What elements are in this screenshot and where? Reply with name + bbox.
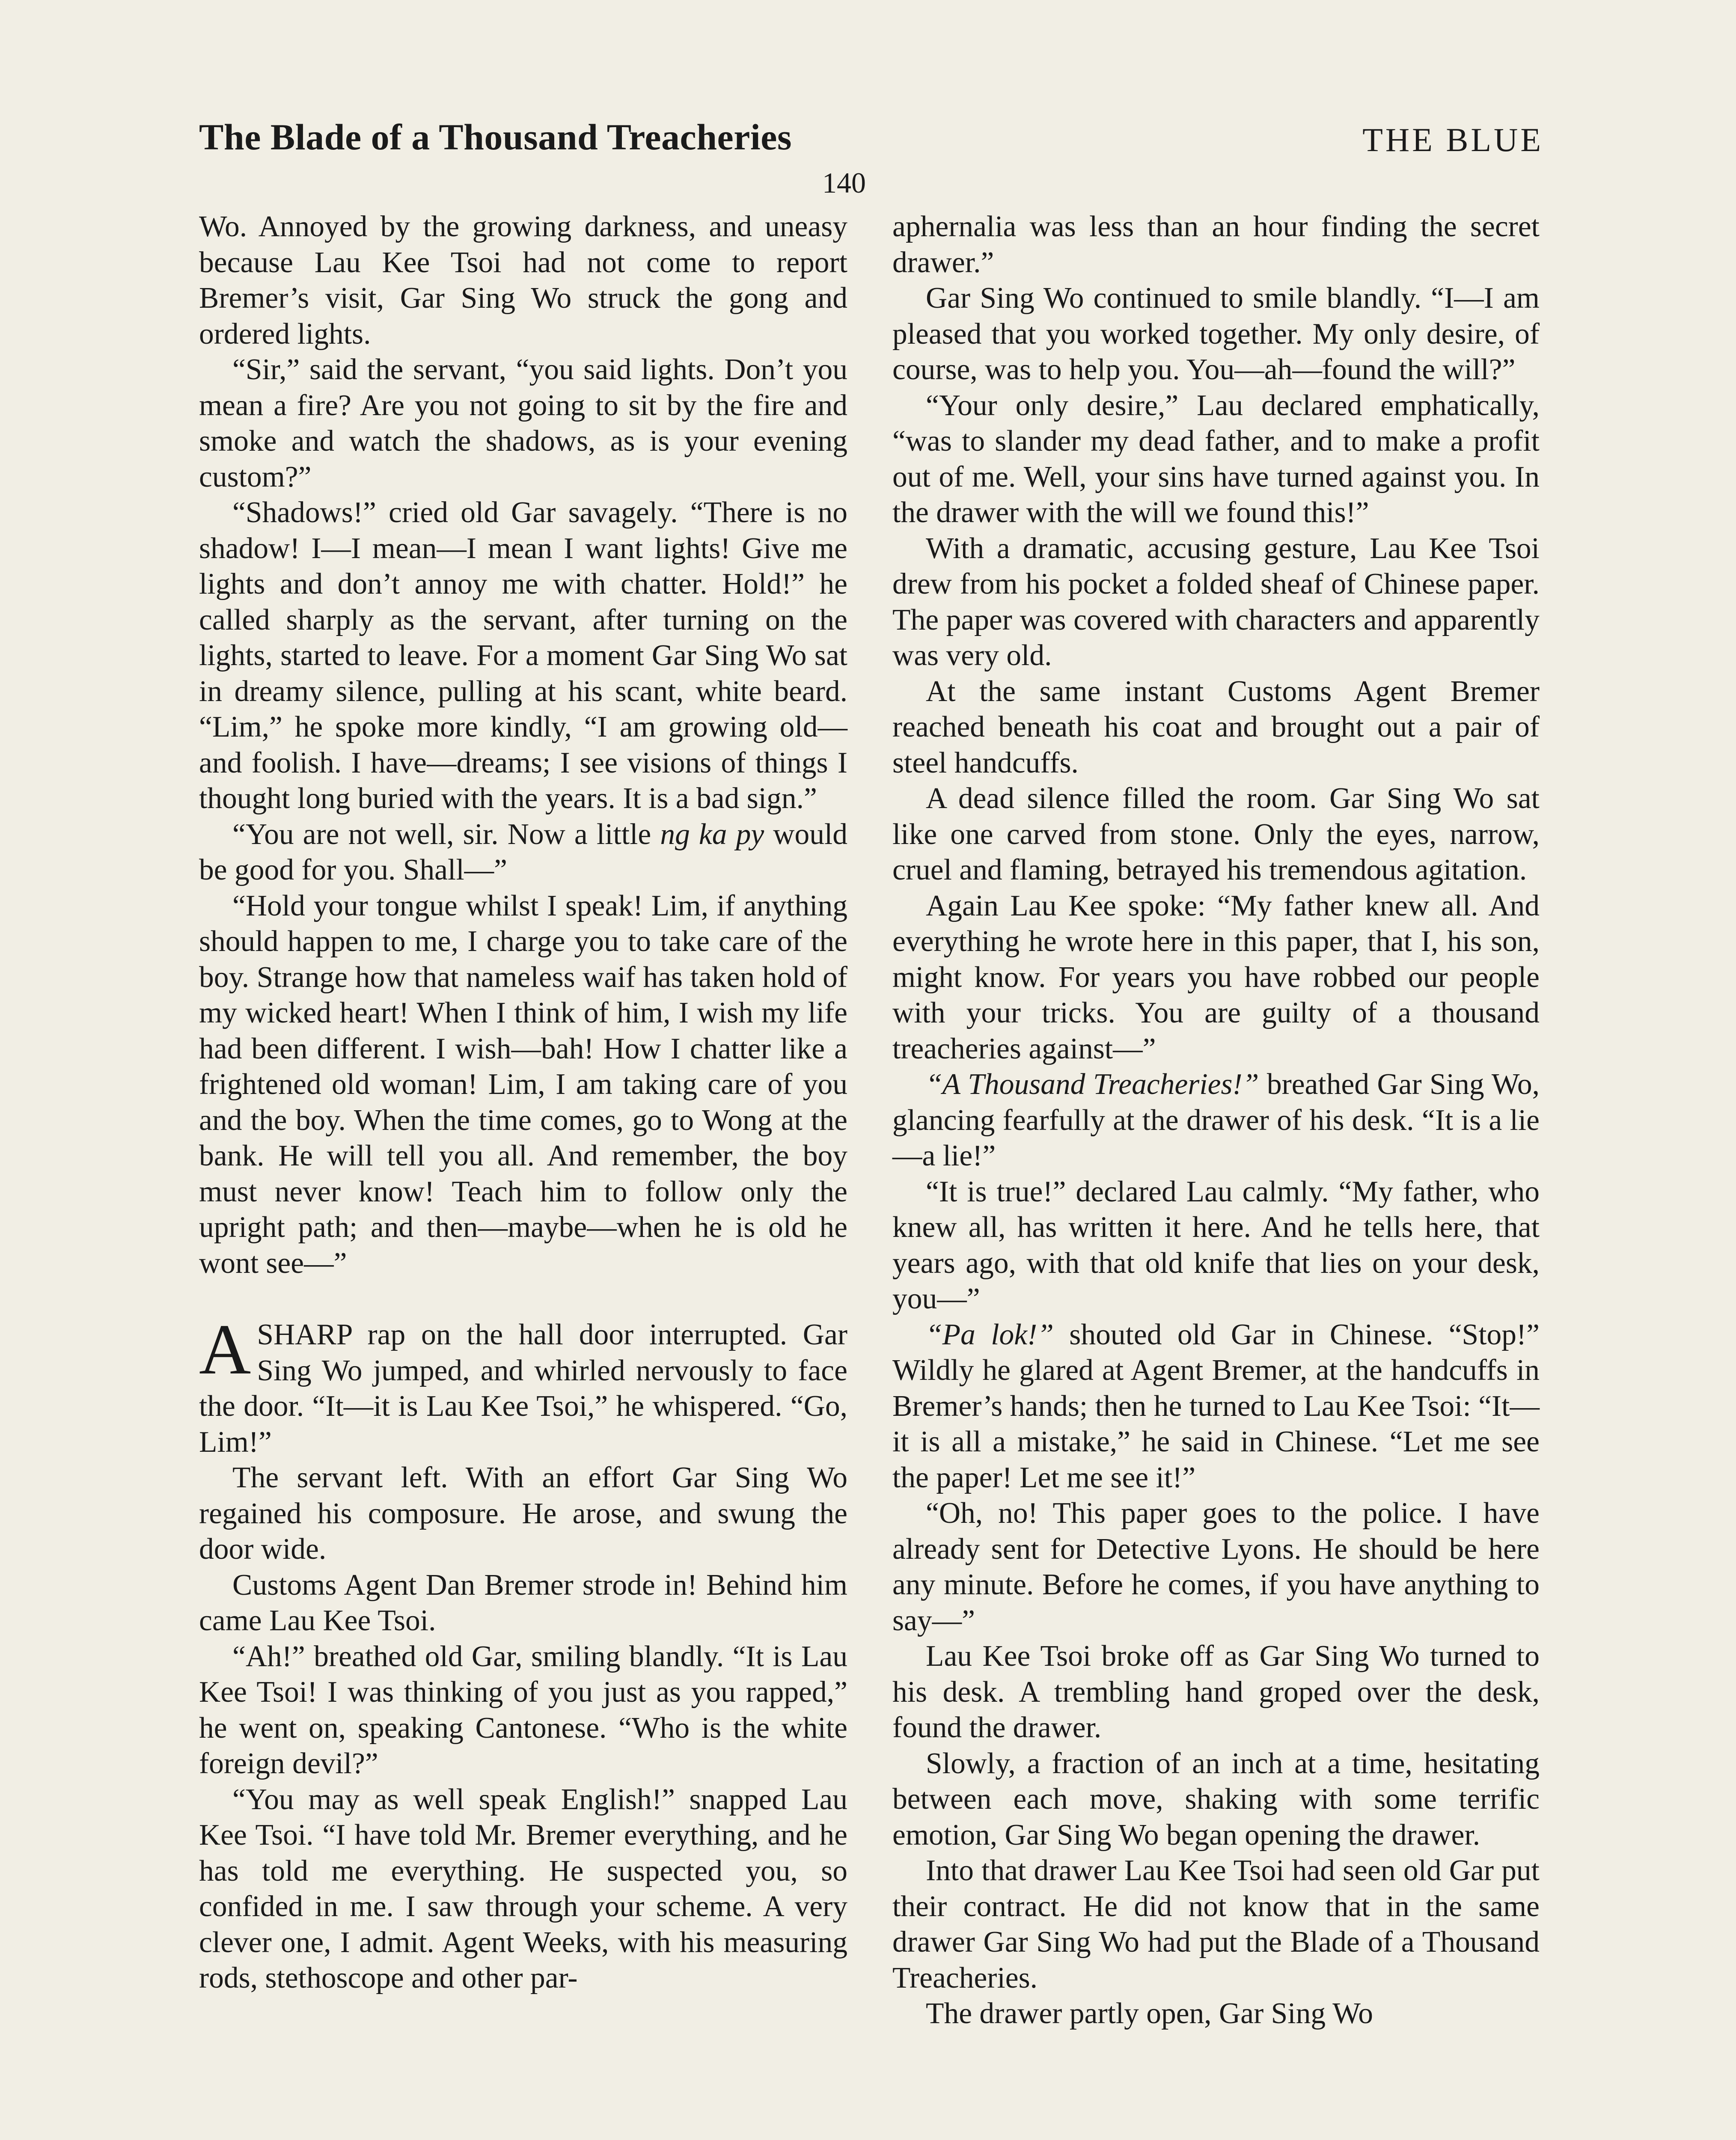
paragraph: “A Thousand Treacheries!” breathed Gar Sing Wo, glancing fearfully at the drawer of his desk. “It is a lie—a lie!” [892,1068,1540,1172]
paragraph: “Sir,” said the servant, “you said lights. Don’t you mean a fire? Are you not going to sit by the fire and smoke and watch the shadows, as is your evening custom?” [199,353,847,493]
paragraph: Again Lau Kee spoke: “My father knew all. And everything he wrote here in this paper, that I, his son, might know. For years you have robbed our people with your tricks. You are guilty of a thousand treacheries against—” [892,889,1540,1065]
story-title: The Blade of a Thousand Treacheries [199,116,792,158]
paragraph: Wo. Annoyed by the growing darkness, and uneasy because Lau Kee Tsoi had not come to report Bremer’s visit, Gar Sing Wo struck the gong and ordered lights. [199,210,847,351]
paragraph: “You are not well, sir. Now a little ng ka py would be good for you. Shall—” [199,817,847,886]
paragraph: “Oh, no! This paper goes to the police. I have already sent for Detective Lyons. He should be here any minute. Before he comes, if you have anything to say—” [892,1497,1540,1637]
magazine-name: THE BLUE [1362,121,1543,158]
paragraph: aphernalia was less than an hour finding the secret drawer.” [892,210,1540,279]
page-number: 140 [822,166,866,199]
paragraph: “It is true!” declared Lau calmly. “My father, who knew all, has written it here. And he tells here, that years ago, with that old knife that lies on your desk, you—” [892,1175,1540,1315]
paragraph: ASHARP rap on the hall door interrupted. Gar Sing Wo jumped, and whirled nervously to face the door. “It—it is Lau Kee Tsoi,” he whispered. “Go, Lim!” [199,1310,847,1459]
paragraph: “Hold your tongue whilst I speak! Lim, if anything should happen to me, I charge you to take care of the boy. Strange how that nameless waif has taken hold of my wicked heart! When I think of him, I wish my life had been different. I wish—bah! How I chatter like a frightened old woman! Lim, I am taking care of you and the boy. When the time comes, go to Wong at the bank. He will tell you all. And remember, the boy must never know! Teach him to follow only the upright path; and then—maybe—when he is old he wont see—” [199,889,847,1280]
paragraph: “Shadows!” cried old Gar savagely. “There is no shadow! I—I mean—I mean I want lights! Give me lights and don’t annoy me with chatter. Hold!” he called sharply as the servant, after turning on the lights, started to leave. For a moment Gar Sing Wo sat in dreamy silence, pulling at his scant, white beard. “Lim,” he spoke more kindly, “I am growing old—and foolish. I have—dreams; I see visions of things I thought long buried with the years. It is a bad sign.” [199,496,847,815]
paragraph: Into that drawer Lau Kee Tsoi had seen old Gar put their contract. He did not know that in the same drawer Gar Sing Wo had put the Blade of a Thousand Treacheries. [892,1854,1540,1994]
paragraph: With a dramatic, accusing gesture, Lau Kee Tsoi drew from his pocket a folded sheaf of Chinese paper. The paper was covered with characters and apparently was very old. [892,532,1540,672]
paragraph: “You may as well speak English!” snapped Lau Kee Tsoi. “I have told Mr. Bremer everything, and he has told me everything. He suspected you, so confided in me. I saw through your scheme. A very clever one, I admit. Agent Weeks, with his measuring rods, stethoscope and other par- [199,1783,847,1994]
paragraph: “Ah!” breathed old Gar, smiling blandly. “It is Lau Kee Tsoi! I was thinking of you just as you rapped,” he went on, speaking Cantonese. “Who is the white foreign devil?” [199,1640,847,1780]
page-header [199,116,1543,171]
paragraph: Lau Kee Tsoi broke off as Gar Sing Wo turned to his desk. A trembling hand groped over the desk, found the drawer. [892,1640,1540,1744]
paragraph: “Your only desire,” Lau declared emphatically, “was to slander my dead father, and to make a profit out of me. Well, your sins have turned against you. In the drawer with the will we found this!” [892,389,1540,529]
paragraph: “Pa lok!” shouted old Gar in Chinese. “Stop!” Wildly he glared at Agent Bremer, at the handcuffs in Bremer’s hands; then he turned to Lau Kee Tsoi: “It—it is all a mistake,” he said in Chinese. “Let me see the paper! Let me see it!” [892,1318,1540,1494]
paragraph: A dead silence filled the room. Gar Sing Wo sat like one carved from stone. Only the eyes, narrow, cruel and flaming, betrayed his tremendous agitation. [892,782,1540,886]
paragraph: At the same instant Customs Agent Bremer reached beneath his coat and brought out a pair of steel handcuffs. [892,675,1540,779]
paragraph: The drawer partly open, Gar Sing Wo [926,1997,1373,2030]
paragraph: Slowly, a fraction of an inch at a time, hesitating between each move, shaking with some terrific emotion, Gar Sing Wo began opening the drawer. [892,1747,1540,1852]
paragraph: Customs Agent Dan Bremer strode in! Behind him came Lau Kee Tsoi. [199,1568,847,1637]
paragraph: The servant left. With an effort Gar Sing Wo regained his composure. He arose, and swung the door wide. [199,1461,847,1566]
right-column [892,209,1540,2032]
paragraph: Gar Sing Wo continued to smile blandly. “I—I am pleased that you worked together. My only desire, of course, was to help you. You—ah—found the will?” [892,282,1540,386]
left-column [199,209,847,1996]
drop-cap: A [199,1310,251,1389]
